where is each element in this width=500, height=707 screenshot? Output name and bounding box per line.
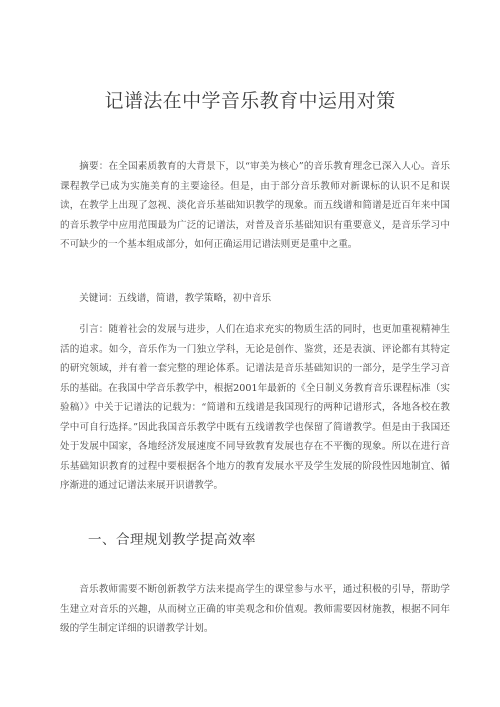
section-heading: 一、合理规划教学提高效率 xyxy=(88,532,256,548)
document-title: 记谱法在中学音乐教育中运用对策 xyxy=(104,90,396,112)
keywords-paragraph: 关键词：五线谱，简谱，教学策略，初中音乐 xyxy=(79,293,272,304)
introduction-paragraph: 引言：随着社会的发展与进步，人们在追求充实的物质生活的同时，也更加重视精神生活的追求。如今，音乐作为一门独立学科，无论是创作、鉴赏，还是表演、评论都有其特定的研究领域，并有着一套完整的理论体系。记谱法是音乐基础知识的一部分，是学生学习音乐的基础。在我国中学音乐教学中，根据2001年最新的《全日制义务教育音乐课程标准（实验稿）》中关于记谱法的记载为：“简谱和五线谱是我国现行的两种记谱形式，各地各校在教学中可自行选择。”因此我国音乐教学中既有五线谱教学也保留了简谱教学。但是由于我国还处于发展中国家，各地经济发展速度不同导致教育发展也存在不平衡的现象。所以在进行音乐基础知识教育的过程中要根据各个地方的教育发展水平及学生发展的阶段性因地制宜、循序渐进的通过记谱法来展开识谱教学。 xyxy=(60,324,450,491)
section-body-paragraph: 音乐教师需要不断创新教学方法来提高学生的课堂参与水平，通过积极的引导，帮助学生建立对音乐的兴趣，从而树立正确的审美观念和价值观。教师需要因材施教，根据不同年级的学生制定详细的识谱教学计划。 xyxy=(60,584,450,634)
abstract-paragraph: 摘要：在全国素质教育的大背景下，以“审美为核心”的音乐教育理念已深入人心。音乐课程教学已成为实施美育的主要途径。但是，由于部分音乐教师对新课标的认识不足和误读，在教学上出现了忽视、淡化音乐基础知识教学的现象。而五线谱和简谱是近百年来中国的音乐教学中应用范围最为广泛的记谱法，对普及音乐基础知识有重要意义，是音乐学习中不可缺少的一个基本组成部分，如何正确运用记谱法则更是重中之重。 xyxy=(60,161,450,250)
